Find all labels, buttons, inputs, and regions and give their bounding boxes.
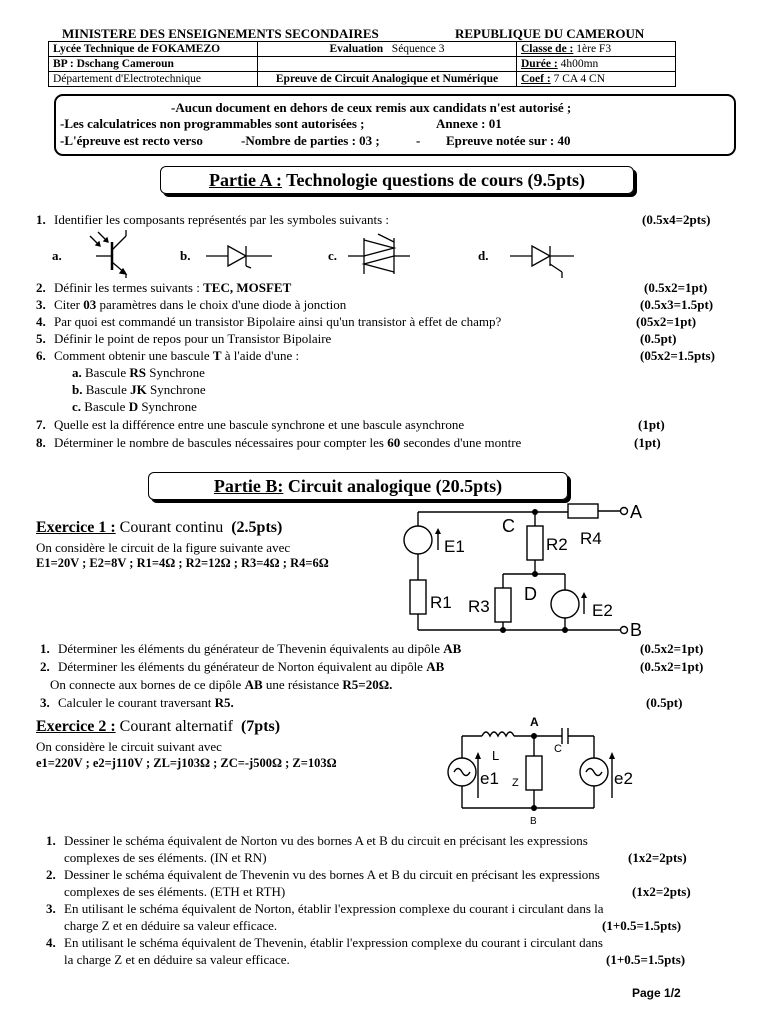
label-node-B: B <box>530 816 537 827</box>
symbol-label-d: d. <box>478 248 489 263</box>
label-e1: e1 <box>480 769 499 788</box>
notice-total: Epreuve notée sur : 40 <box>446 133 571 148</box>
exercise-1-values: E1=20V ; E2=8V ; R1=4Ω ; R2=12Ω ; R3=4Ω ; R4=6Ω <box>36 556 329 570</box>
question-b2-3-cont: charge Z et en déduire sa valeur efficace. <box>64 918 278 933</box>
question-b2-2: 2. Dessiner le schéma équivalent de Thevenin vu des bornes A et B du circuit en précisant les expressions <box>46 867 600 882</box>
question-b1-1: 1. Déterminer les éléments du générateur de Thevenin équivalents au dipôle AB <box>40 641 462 656</box>
question-b2-2-cont: complexes de ses éléments. (ETH et RTH) <box>64 884 286 899</box>
exercise-1-intro: On considère le circuit de la figure suivante avec <box>36 540 291 555</box>
question-a6-a: a. Bascule RS Synchrone <box>72 365 205 380</box>
notice-line-1: -Aucun document en dehors de ceux remis aux candidats n'est autorisé ; <box>171 100 572 115</box>
exercise-2-intro: On considère le circuit suivant avec <box>36 739 222 754</box>
label-R3: R3 <box>468 597 490 616</box>
points-a3: (0.5x3=1.5pt) <box>640 297 714 312</box>
department-cell: Département d'Electrotechnique <box>49 72 258 87</box>
exercise-1-title: Exercice 1 : Courant continu (2.5pts) <box>36 519 283 536</box>
question-b2-3: 3. En utilisant le schéma équivalent de Norton, établir l'expression complexe du courant i circulant dans la <box>46 901 604 916</box>
symbol-label-c: c. <box>328 248 338 263</box>
label-R1: R1 <box>430 593 452 612</box>
question-a3: 3. Citer 03 paramètres dans le choix d'une diode à jonction <box>36 297 347 312</box>
exercise-2-values: e1=220V ; e2=j110V ; ZL=j103Ω ; ZC=-j500Ω ; Z=103Ω <box>36 756 337 770</box>
bp-cell: BP : Dschang Cameroun <box>49 57 258 72</box>
duration-cell: Durée : 4h00mn <box>517 57 676 72</box>
question-a7: 7. Quelle est la différence entre une bascule synchrone et une bascule asynchrone <box>36 417 465 432</box>
ac-circuit-figure <box>426 712 646 832</box>
points-a4: (05x2=1pt) <box>636 314 697 329</box>
phototransistor-symbol <box>86 228 148 278</box>
points-a6: (05x2=1.5pts) <box>640 348 715 363</box>
notice-line-3: -L'épreuve est recto verso <box>60 133 203 148</box>
question-a5: 5. Définir le point de repos pour un Transistor Bipolaire <box>36 331 332 346</box>
points-b1-3: (0.5pt) <box>646 695 683 710</box>
thyristor-symbol <box>510 238 576 278</box>
part-a-title: Partie A : Technologie questions de cours (9.5pts) <box>160 166 634 194</box>
question-a2: 2. Définir les termes suivants : TEC, MOSFET <box>36 280 292 295</box>
question-a6-b: b. Bascule JK Synchrone <box>72 382 206 397</box>
symbol-label-a: a. <box>52 248 62 263</box>
points-b1-2: (0.5x2=1pt) <box>640 659 704 674</box>
page-number: Page 1/2 <box>632 986 681 1000</box>
points-b1-1: (0.5x2=1pt) <box>640 641 704 656</box>
ministry-title: MINISTERE DES ENSEIGNEMENTS SECONDAIRES <box>62 26 379 41</box>
header-table <box>48 41 676 87</box>
exam-title: Epreuve de Circuit Analogique et Numérique <box>258 72 517 87</box>
coef-cell: Coef : 7 CA 4 CN <box>517 72 676 87</box>
question-b2-1-cont: complexes de ses éléments. (IN et RN) <box>64 850 267 865</box>
part-b-title: Partie B: Circuit analogique (20.5pts) <box>148 472 568 500</box>
label-C-cap: C <box>554 743 562 755</box>
question-a1: 1. Identifier les composants représentés par les symboles suivants : <box>36 212 390 227</box>
points-a8: (1pt) <box>634 435 661 450</box>
label-B: B <box>630 620 643 640</box>
points-a2: (0.5x2=1pt) <box>644 280 708 295</box>
symbol-label-b: b. <box>180 248 191 263</box>
question-b2-1: 1. Dessiner le schéma équivalent de Norton vu des bornes A et B du circuit en précisant les expressions <box>46 833 588 848</box>
question-a8: 8. Déterminer le nombre de bascules nécessaires pour compter les 60 secondes d'une montre <box>36 435 522 450</box>
dc-circuit-figure <box>390 496 650 646</box>
notice-line-2: -Les calculatrices non programmables sont autorisées ; <box>60 116 365 131</box>
label-A: A <box>630 502 643 522</box>
instructions-box <box>54 94 736 156</box>
republic-title: REPUBLIQUE DU CAMEROUN <box>455 26 645 41</box>
evaluation-cell: Evaluation Séquence 3 <box>258 42 517 57</box>
points-b2-4: (1+0.5=1.5pts) <box>606 952 686 967</box>
notice-dash: - <box>416 133 421 148</box>
label-E2: E2 <box>592 601 613 620</box>
exercise-2-title: Exercice 2 : Courant alternatif (7pts) <box>36 718 281 735</box>
points-b2-2: (1x2=2pts) <box>632 884 691 899</box>
label-Z: Z <box>512 777 519 789</box>
label-R4: R4 <box>580 529 602 548</box>
question-b1-2b: On connecte aux bornes de ce dipôle AB une résistance R5=20Ω. <box>50 677 393 692</box>
question-b1-2: 2. Déterminer les éléments du générateur de Norton équivalent au dipôle AB <box>40 659 445 674</box>
triac-symbol <box>348 232 412 280</box>
points-b2-1: (1x2=2pts) <box>628 850 687 865</box>
question-a6-c: c. Bascule D Synchrone <box>72 399 197 414</box>
class-cell: Classe de : 1ère F3 <box>517 42 676 57</box>
label-E1: E1 <box>444 537 465 556</box>
points-a7: (1pt) <box>638 417 665 432</box>
notice-annex: Annexe : 01 <box>436 116 502 131</box>
points-b2-3: (1+0.5=1.5pts) <box>602 918 682 933</box>
label-node-A: A <box>530 715 539 729</box>
points-a5: (0.5pt) <box>640 331 677 346</box>
question-a6: 6. Comment obtenir une bascule T à l'aide d'une : <box>36 348 300 363</box>
points-a1: (0.5x4=2pts) <box>642 212 711 227</box>
label-D: D <box>524 584 537 604</box>
label-L: L <box>492 748 500 763</box>
question-b2-4-cont: la charge Z et en déduire sa valeur efficace. <box>64 952 290 967</box>
school-name: Lycée Technique de FOKAMEZO <box>49 42 258 57</box>
question-b2-4: 4. En utilisant le schéma équivalent de Thevenin, établir l'expression complexe du courant i circulant dans <box>46 935 603 950</box>
notice-parts: -Nombre de parties : 03 ; <box>241 133 380 148</box>
label-C: C <box>502 516 515 536</box>
question-b1-3: 3. Calculer le courant traversant R5. <box>40 695 234 710</box>
question-a4: 4. Par quoi est commandé un transistor Bipolaire ainsi qu'un transistor à effet de champ? <box>36 314 502 329</box>
zener-diode-symbol <box>206 240 276 272</box>
label-e2: e2 <box>614 769 633 788</box>
label-R2: R2 <box>546 535 568 554</box>
